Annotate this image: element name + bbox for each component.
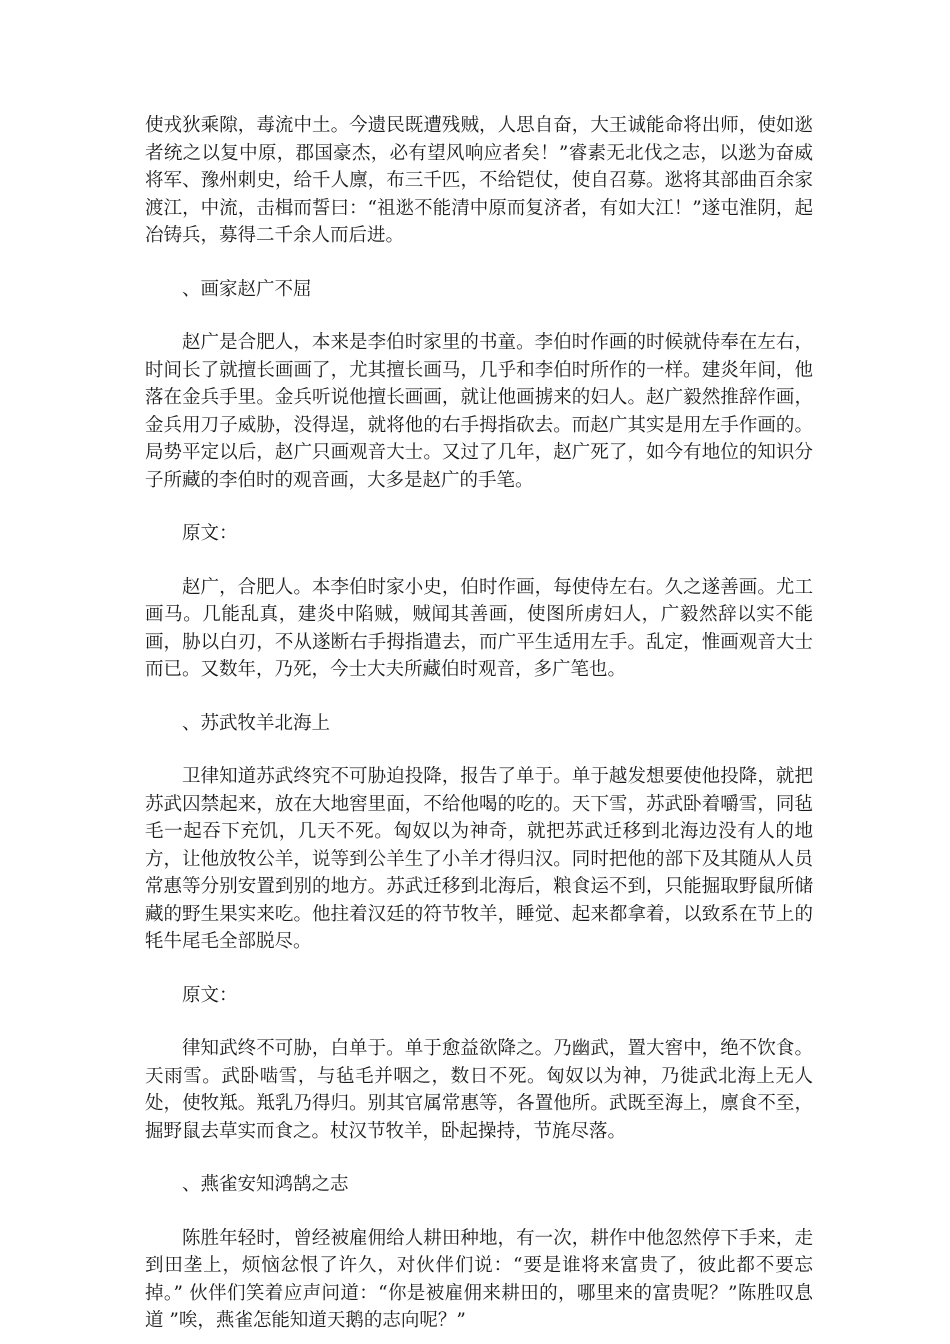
paragraph-zu-ti-ending: 使戎狄乘隙，毒流中土。今遗民既遭残贼，人思自奋，大王诚能命将出师，使如逖者统之以复中原，郡国豪杰，必有望风响应者矣！”睿素无北伐之志，以逖为奋威将军、豫州刺史，给千人廪，布三千匹，不给铠仗，使自召募。逖将其部曲百余家渡江，中流，击楫而誓曰：“祖逖不能清中原而复济者，有如大江！”遂屯淮阴，起冶铸兵，募得二千余人而后进。 [145,115,813,246]
paragraph-zhao-guang-translation: 赵广是合肥人，本来是李伯时家里的书童。李伯时作画的时候就侍奉在左右，时间长了就擅长画画了，尤其擅长画马，几乎和李伯时所作的一样。建炎年间，他落在金兵手里。金兵听说他擅长画画，就让他画掳来的妇人。赵广毅然推辞作画，金兵用刀子威胁，没得逞，就将他的右手拇指砍去。而赵广其实是用左手作画的。局势平定以后，赵广只画观音大士。又过了几年，赵广死了，如今有地位的知识分子所藏的李伯时的观音画，大多是赵广的手笔。 [145,332,813,491]
paragraph-zhao-guang-original: 赵广，合肥人。本李伯时家小史，伯时作画，每使侍左右。久之遂善画。尤工画马。几能乱真，建炎中陷贼，贼闻其善画，使图所虏妇人，广毅然辞以实不能画，胁以白刃，不从遂断右手拇指遣去，而广平生适用左手。乱定，惟画观音大士而已。又数年，乃死，今士大夫所藏伯时观音，多广笔也。 [145,576,813,680]
original-text-label: 原文： [182,523,238,544]
original-text-label: 原文： [182,984,238,1006]
section-heading-su-wu: 、苏武牧羊北海上 [182,712,331,734]
paragraph-su-wu-translation: 卫律知道苏武终究不可胁迫投降，报告了单于。单于越发想要使他投降，就把苏武囚禁起来，放在大地窖里面，不给他喝的吃的。天下雪，苏武卧着嚼雪，同毡毛一起吞下充饥，几天不死。匈奴以为神奇，就把苏武迁移到北海边没有人的地方，让他放牧公羊，说等到公羊生了小羊才得归汉。同时把他的部下及其随从人员常惠等分别安置到别的地方。苏武迁移到北海后，粮食运不到，只能掘取野鼠所储藏的野生果实来吃。他拄着汉廷的符节牧羊，睡觉、起来都拿着，以致系在节上的牦牛尾毛全部脱尽。 [145,766,813,952]
paragraph-su-wu-original: 律知武终不可胁，白单于。单于愈益欲降之。乃幽武，置大窖中，绝不饮食。天雨雪。武卧啮雪，与毡毛并咽之，数日不死。匈奴以为神，乃徙武北海上无人处，使牧羝。羝乳乃得归。别其官属常惠等，各置他所。武既至海上，廪食不至，掘野鼠去草实而食之。杖汉节牧羊，卧起操持，节旄尽落。 [145,1038,813,1142]
document-page [145,112,813,1335]
paragraph-chen-sheng-translation: 陈胜年轻时，曾经被雇佣给人耕田种地，有一次，耕作中他忽然停下手来，走到田垄上，烦恼忿恨了许久，对伙伴们说：“要是谁将来富贵了，彼此都不要忘掉。” 伙伴们笑着应声问道：“你是被雇佣来耕田的，哪里来的富贵呢？”陈胜叹息道 ”唉，燕雀怎能知道天鹅的志向呢？” [145,1227,813,1331]
section-heading-chen-sheng: 、燕雀安知鸿鹄之志 [182,1174,349,1195]
section-heading-zhao-guang: 、画家赵广不屈 [182,278,312,300]
